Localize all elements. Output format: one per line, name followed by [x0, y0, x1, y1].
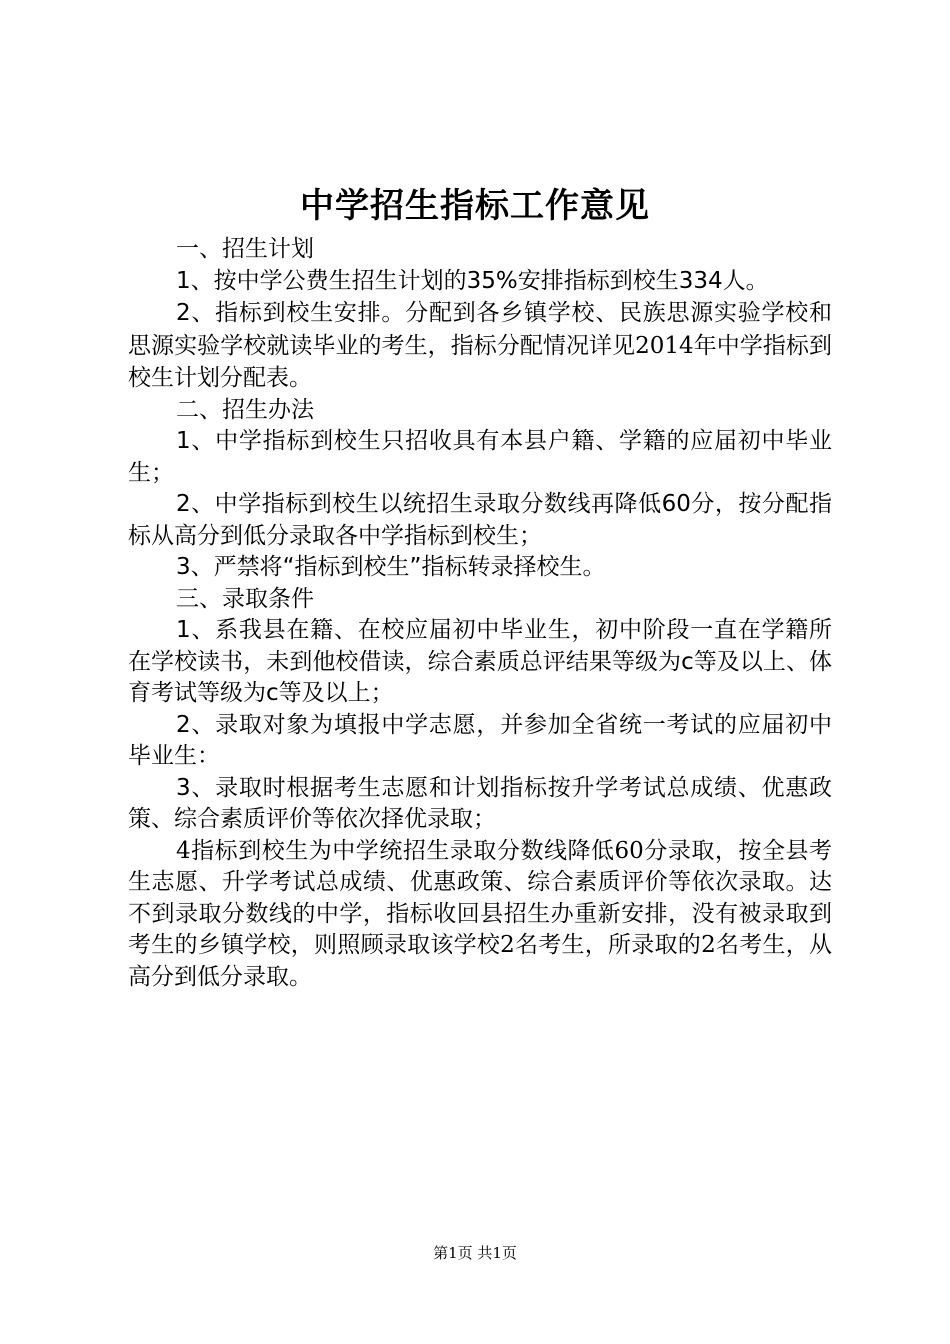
conditions-item-2: 2、录取对象为填报中学志愿，并参加全省统一考试的应届初中毕业生： — [128, 711, 832, 769]
document-title: 中学招生指标工作意见 — [300, 186, 650, 226]
method-item-3: 3、严禁将“指标到校生”指标转录择校生。 — [176, 554, 606, 580]
document-body — [128, 234, 832, 993]
plan-item-2 — [128, 297, 832, 395]
conditions-item-4: 4指标到校生为中学统招生录取分数线降低60分录取，按全县考生志愿、升学考试总成绩、优惠政策、综合素质评价等依次录取。达不到录取分数线的中学，指标收回县招生办重新安排，没有被录取到考生的乡镇学校，则照顾录取该学校2名考生，所录取的2名考生，从高分到低分录取。 — [128, 837, 832, 990]
plan-item-2-text: 分配到各乡镇学校、民族思源实验学校和思源实验学校就读毕业的考生，指标分配情况详见2014年中学指标到校生计划分配表。 — [128, 300, 833, 391]
section-heading-method: 二、招生办法 — [176, 396, 314, 423]
section-heading-plan: 一、招生计划 — [176, 236, 314, 262]
conditions-item-3: 3、录取时根据考生志愿和计划指标按升学考试总成绩、优惠政策、综合素质评价等依次择优录取； — [128, 774, 832, 832]
page-footer: 第1页 共1页 — [433, 1244, 517, 1262]
conditions-item-1: 1、系我县在籍、在校应届初中毕业生，初中阶段一直在学籍所在学校读书，未到他校借读，综合素质总评结果等级为c等及以上、体育考试等级为c等及以上； — [128, 617, 832, 706]
method-item-1: 1、中学指标到校生只招收具有本县户籍、学籍的应届初中毕业生； — [128, 428, 832, 486]
plan-item-1: 1、按中学公费生招生计划的35%安排指标到校生334人。 — [176, 267, 769, 294]
plan-item-2-lead: 2、指标到校生安排。 — [176, 300, 406, 326]
section-heading-conditions: 三、录取条件 — [176, 585, 314, 612]
method-item-2: 2、中学指标到校生以统招生录取分数线再降低60分，按分配指标从高分到低分录取各中学指标到校生； — [128, 491, 832, 549]
